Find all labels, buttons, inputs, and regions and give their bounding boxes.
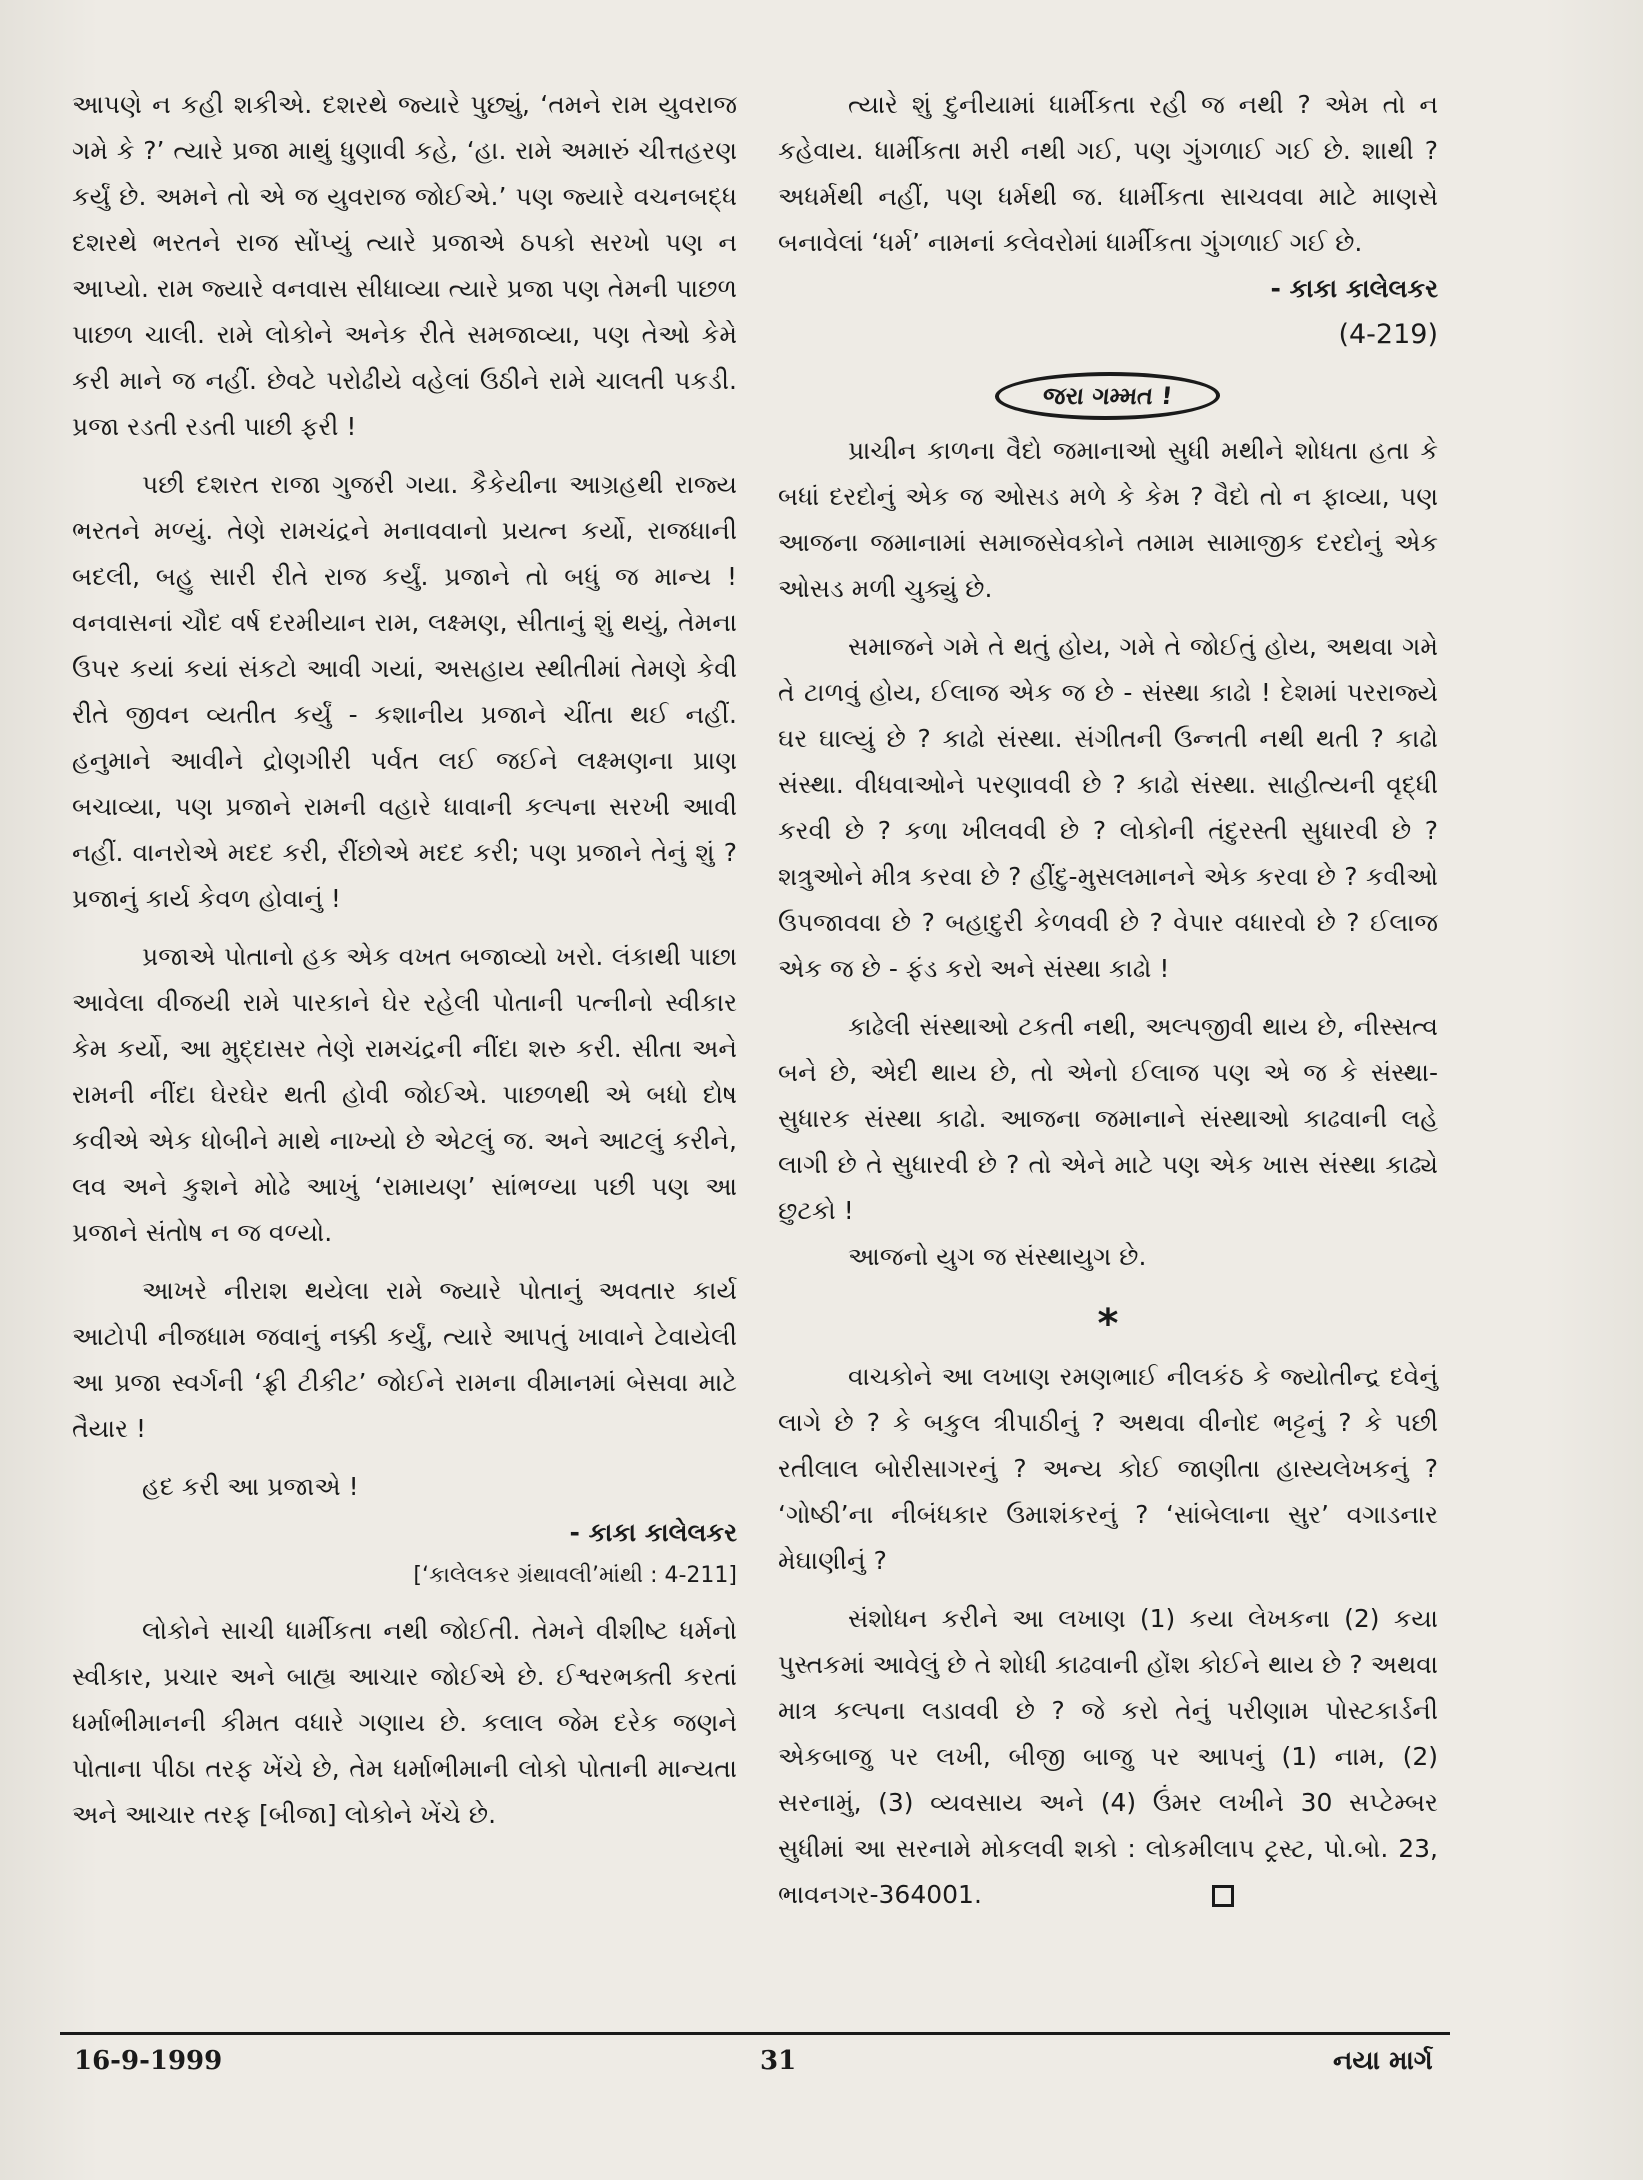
footer-date: 16-9-1999 bbox=[74, 2046, 223, 2076]
jara-gammat-badge: જરા ગમ્મત ! bbox=[993, 372, 1223, 420]
right-paragraph-6: વાચકોને આ લખાણ રમણભાઈ નીલકંઠ કે જ્યોતીન્દ્ર દવેનું લાગે છે ? કે બકુલ ત્રીપાઠીનું ? અથવા વીનોદ ભટ્ટનું ? કે પછી રતીલાલ બોરીસાગરનું ? અન્ય કોઈ જાણીતા હાસ્યલેખકનું ? ‘ગોષ્ઠી’ના નીબંધકાર ઉમાશંકરનું ? ‘સાંબેલાના સુર’ વગાડનાર મેઘાણીનું ? bbox=[778, 1362, 1438, 1575]
footer-magazine-name: નયા માર્ગ bbox=[1333, 2046, 1433, 2076]
right-paragraph-4: કાઢેલી સંસ્થાઓ ટકતી નથી, અલ્પજીવી થાય છે, નીસ્સત્વ બને છે, એદી થાય છે, તો એનો ઈલાજ પણ એ જ કે સંસ્થા-સુધારક સંસ્થા કાઢો. આજના જમાનાને સંસ્થાઓ કાઢવાની લહે લાગી છે તે સુધારવી છે ? તો એને માટે પણ એક ખાસ સંસ્થા કાઢ્યે છુટકો ! bbox=[778, 1012, 1438, 1225]
left-source: [‘કાલેલકર ગ્રંથાવલી’માંથી : 4-211] bbox=[413, 1563, 737, 1588]
left-paragraph-6: લોકોને સાચી ધાર્મીકતા નથી જોઈતી. તેમને વીશીષ્ટ ધર્મનો સ્વીકાર, પ્રચાર અને બાહ્ય આચાર જોઈએ છે. ઈશ્વરભક્તી કરતાં ધર્માભીમાનની કીમત વધારે ગણાય છે. કલાલ જેમ દરેક જણને પોતાના પીઠા તરફ ખેંચે છે, તેમ ધર્માભીમાની લોકો પોતાની માન્યતા અને આચાર તરફ [બીજા] લોકોને ખેંચે છે. bbox=[72, 1616, 737, 1829]
footer-page-number: 31 bbox=[760, 2046, 797, 2076]
right-paragraph-5: આજનો યુગ જ સંસ્થાયુગ છે. bbox=[848, 1242, 1147, 1271]
left-column bbox=[72, 82, 737, 1838]
right-paragraph-7-text: સંશોધન કરીને આ લખાણ (1) કયા લેખકના (2) કયા પુસ્તકમાં આવેલું છે તે શોધી કાઢવાની હોંશ કોઈને થાય છે ? અથવા માત્ર કલ્પના લડાવવી છે ? જે કરો તેનું પરીણામ પોસ્ટકાર્ડની એકબાજુ પર લખી, બીજી બાજુ પર આપનું (1) નામ, (2) સરનામું, (3) વ્યવસાય અને (4) ઉંમર લખીને 30 સપ્ટેમ્બર સુધીમાં આ સરનામે મોકલવી શકો : લોકમીલાપ ટ્રસ્ટ, પો.બો. 23, ભાવનગર-364001. bbox=[778, 1604, 1438, 1909]
right-signature: - કાકા કાલેલકર bbox=[1270, 274, 1438, 303]
right-paragraph-3: સમાજને ગમે તે થતું હોય, ગમે તે જોઈતું હોય, અથવા ગમે તે ટાળવું હોય, ઈલાજ એક જ છે - સંસ્થા કાઢો ! દેશમાં પરરાજ્યે ઘર ઘાલ્યું છે ? કાઢો સંસ્થા. સંગીતની ઉન્નતી નથી થતી ? કાઢો સંસ્થા. વીધવાઓને પરણાવવી છે ? કાઢો સંસ્થા. સાહીત્યની વૃદ્ધી કરવી છે ? કળા ખીલવવી છે ? લોકોની તંદુરસ્તી સુધારવી છે ? શત્રુઓને મીત્ર કરવા છે ? હીંદુ-મુસલમાનને એક કરવા છે ? કવીઓ ઉપજાવવા છે ? બહાદુરી કેળવવી છે ? વેપાર વધારવો છે ? ઈલાજ એક જ છે - ફંડ કરો અને સંસ્થા કાઢો ! bbox=[778, 632, 1438, 983]
left-paragraph-5: હદ કરી આ પ્રજાએ ! bbox=[142, 1472, 359, 1501]
right-reference: (4-219) bbox=[1338, 319, 1438, 350]
left-paragraph-2: પછી દશરત રાજા ગુજરી ગયા. કૈકેયીના આગ્રહથી રાજ્ય ભરતને મળ્યું. તેણે રામચંદ્રને મનાવવાનો પ્રયત્ન કર્યો, રાજધાની બદલી, બહુ સારી રીતે રાજ કર્યું. પ્રજાને તો બધું જ માન્ય ! વનવાસનાં ચૌદ વર્ષ દરમીયાન રામ, લક્ષ્મણ, સીતાનું શું થયું, તેમના ઉપર કયાં કયાં સંકટો આવી ગયાં, અસહાય સ્થીતીમાં તેમણે કેવી રીતે જીવન વ્યતીત કર્યું - કશાનીય પ્રજાને ચીંતા થઈ નહીં. હનુમાને આવીને દ્રોણગીરી પર્વત લઈ જઈને લક્ષ્મણના પ્રાણ બચાવ્યા, પણ પ્રજાને રામની વહારે ધાવાની કલ્પના સરખી આવી નહીં. વાનરોએ મદદ કરી, રીંછોએ મદદ કરી; પણ પ્રજાને તેનું શું ? પ્રજાનું કાર્ય કેવળ હોવાનું ! bbox=[72, 470, 737, 913]
end-mark-icon bbox=[1212, 1885, 1234, 1907]
right-paragraph-2: પ્રાચીન કાળના વૈદો જમાનાઓ સુધી મથીને શોધતા હતા કે બધાં દરદોનું એક જ ઓસડ મળે કે કેમ ? વૈદો તો ન ફાવ્યા, પણ આજના જમાનામાં સમાજસેવકોને તમામ સામાજીક દરદોનું એક ઓસડ મળી ચુક્યું છે. bbox=[778, 436, 1438, 603]
star-separator: * bbox=[1097, 1301, 1119, 1347]
left-paragraph-1: આપણે ન કહી શકીએ. દશરથે જ્યારે પુછ્યું, ‘તમને રામ યુવરાજ ગમે કે ?’ ત્યારે પ્રજા માથું ધુણાવી કહે, ‘હા. રામે અમારું ચીત્તહરણ કર્યું છે. અમને તો એ જ યુવરાજ જોઈએ.’ પણ જ્યારે વચનબદ્ધ દશરથે ભરતને રાજ સોંપ્યું ત્યારે પ્રજાએ ઠપકો સરખો પણ ન આપ્યો. રામ જ્યારે વનવાસ સીધાવ્યા ત્યારે પ્રજા પણ તેમની પાછળ પાછળ ચાલી. રામે લોકોને અનેક રીતે સમજાવ્યા, પણ તેઓ કેમે કરી માને જ નહીં. છેવટે પરોઢીયે વહેલાં ઉઠીને રામે ચાલતી પકડી. પ્રજા રડતી રડતી પાછી ફરી ! bbox=[72, 90, 737, 441]
right-column bbox=[778, 82, 1438, 1918]
footer-rule bbox=[60, 2032, 1450, 2035]
left-paragraph-3: પ્રજાએ પોતાનો હક એક વખત બજાવ્યો ખરો. લંકાથી પાછા આવેલા વીજયી રામે પારકાને ઘેર રહેલી પોતાની પત્નીનો સ્વીકાર કેમ કર્યો, આ મુદ્દાસર તેણે રામચંદ્રની નીંદા શરુ કરી. સીતા અને રામની નીંદા ઘેરઘેર થતી હોવી જોઈએ. પાછળથી એ બધો દોષ કવીએ એક ધોબીને માથે નાખ્યો છે એટલું જ. અને આટલું કરીને, લવ અને કુશને મોઢે આખું ‘રામાયણ’ સાંભળ્યા પછી પણ આ પ્રજાને સંતોષ ન જ વળ્યો. bbox=[72, 942, 737, 1247]
left-signature: - કાકા કાલેલકર bbox=[569, 1518, 737, 1547]
section-heading bbox=[778, 372, 1438, 420]
right-paragraph-1: ત્યારે શું દુનીયામાં ધાર્મીકતા રહી જ નથી ? એમ તો ન કહેવાય. ધાર્મીકતા મરી નથી ગઈ, પણ ગુંગળાઈ ગઈ છે. શાથી ? અધર્મથી નહીં, પણ ધર્મથી જ. ધાર્મીકતા સાચવવા માટે માણસે બનાવેલાં ‘ધર્મ’ નામનાં કલેવરોમાં ધાર્મીકતા ગુંગળાઈ ગઈ છે. bbox=[778, 90, 1438, 257]
left-paragraph-4: આખરે નીરાશ થયેલા રામે જ્યારે પોતાનું અવતાર કાર્ય આટોપી નીજધામ જવાનું નક્કી કર્યું, ત્યારે આપતું ખાવાને ટેવાયેલી આ પ્રજા સ્વર્ગની ‘ફ્રી ટીકીટ’ જોઈને રામના વીમાનમાં બેસવા માટે તૈયાર ! bbox=[72, 1276, 737, 1443]
right-paragraph-7 bbox=[778, 1596, 1438, 1918]
